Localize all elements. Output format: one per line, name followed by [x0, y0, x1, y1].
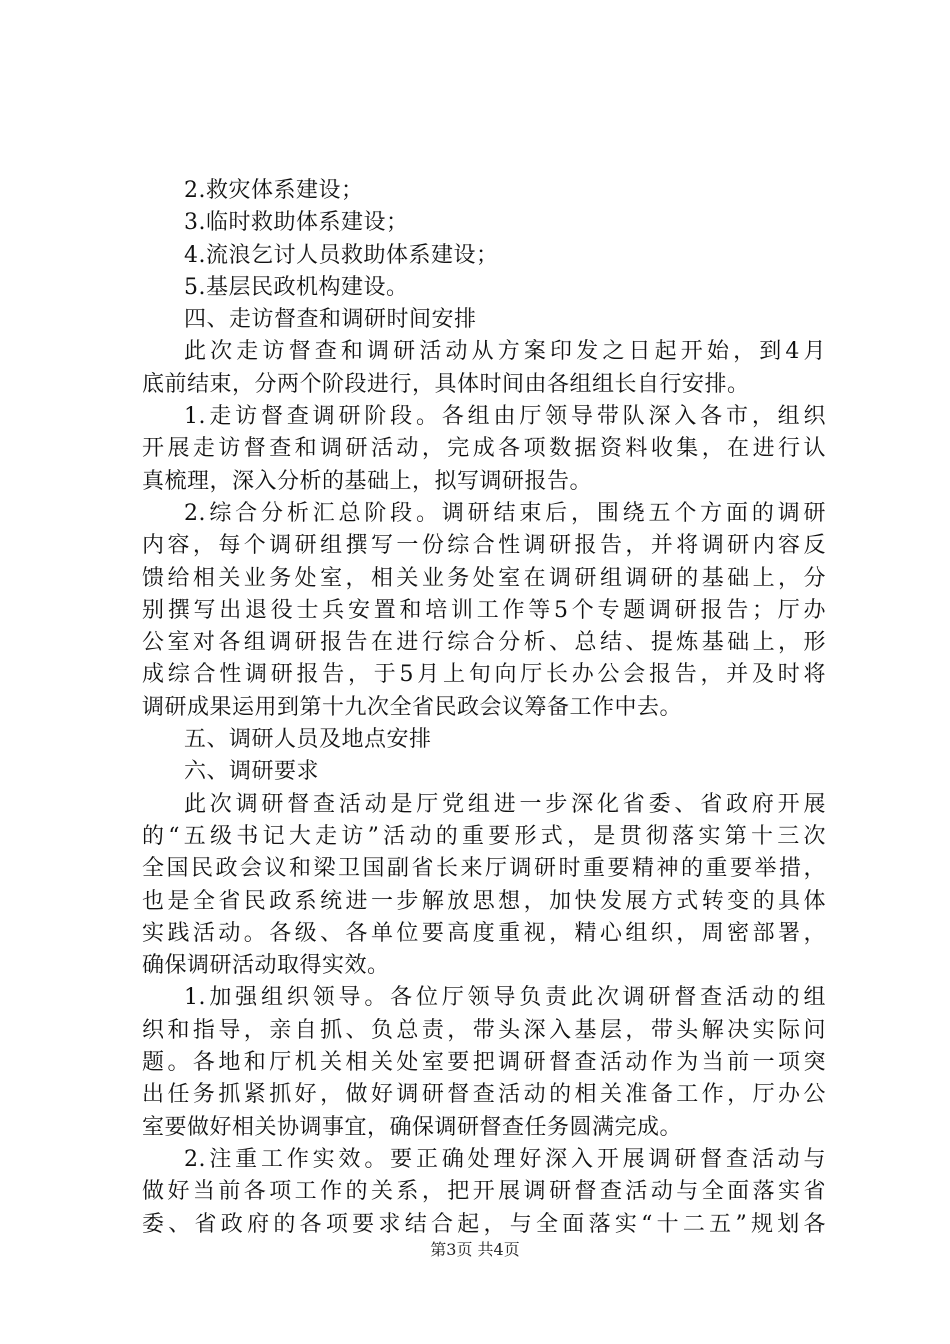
paragraph-line: 底前结束，分两个阶段进行，具体时间由各组组长自行安排。 [142, 371, 750, 397]
paragraph-line: 1.加强组织领导。各位厅领导负责此次调研督查活动的组 [184, 985, 826, 1011]
paragraph-line: 此次走访督查和调研活动从方案印发之日起开始，到4月 [184, 339, 826, 365]
paragraph-line: 的“五级书记大走访”活动的重要形式，是贯彻落实第十三次 [142, 823, 826, 849]
paragraph-line: 成综合性调研报告，于5月上旬向厅长办公会报告，并及时将 [142, 662, 826, 688]
paragraph-line: 公室对各组调研报告在进行综合分析、总结、提炼基础上，形 [142, 630, 826, 656]
paragraph-line: 题。各地和厅机关相关处室要把调研督查活动作为当前一项突 [142, 1050, 826, 1076]
paragraph-line: 馈给相关业务处室，相关业务处室在调研组调研的基础上，分 [142, 565, 826, 591]
paragraph-line: 2.注重工作实效。要正确处理好深入开展调研督查活动与 [184, 1146, 826, 1172]
paragraph-line: 开展走访督查和调研活动，完成各项数据资料收集，在进行认 [142, 436, 826, 462]
document-body [142, 175, 826, 1241]
paragraph-line: 也是全省民政系统进一步解放思想，加快发展方式转变的具体 [142, 888, 826, 914]
paragraph-line: 确保调研活动取得实效。 [142, 953, 390, 979]
list-item: 4.流浪乞讨人员救助体系建设； [184, 242, 499, 268]
paragraph-line: 织和指导，亲自抓、负总责，带头深入基层，带头解决实际问 [142, 1017, 826, 1043]
section-heading: 四、走访督查和调研时间安排 [184, 307, 477, 333]
page-number: 第3页 共4页 [430, 1240, 520, 1259]
list-item: 5.基层民政机构建设。 [184, 274, 409, 300]
paragraph-line: 出任务抓紧抓好，做好调研督查活动的相关准备工作，厅办公 [142, 1082, 826, 1108]
paragraph-line: 真梳理，深入分析的基础上，拟写调研报告。 [142, 468, 593, 494]
paragraph-line: 1.走访督查调研阶段。各组由厅领导带队深入各市，组织 [184, 404, 826, 430]
paragraph-line: 做好当前各项工作的关系，把开展调研督查活动与全面落实省 [142, 1179, 826, 1205]
paragraph-line: 别撰写出退役士兵安置和培训工作等5个专题调研报告；厅办 [142, 597, 826, 623]
list-item: 3.临时救助体系建设； [184, 210, 409, 236]
paragraph-line: 室要做好相关协调事宜，确保调研督查任务圆满完成。 [142, 1114, 683, 1140]
section-heading: 五、调研人员及地点安排 [184, 727, 432, 753]
paragraph-line: 全国民政会议和梁卫国副省长来厅调研时重要精神的重要举措， [142, 856, 826, 882]
paragraph-line: 此次调研督查活动是厅党组进一步深化省委、省政府开展 [184, 791, 826, 817]
paragraph-line: 委、省政府的各项要求结合起，与全面落实“十二五”规划各 [142, 1211, 826, 1237]
section-heading: 六、调研要求 [184, 759, 320, 785]
paragraph-line: 内容，每个调研组撰写一份综合性调研报告，并将调研内容反 [142, 533, 826, 559]
paragraph-line: 2.综合分析汇总阶段。调研结束后，围绕五个方面的调研 [184, 500, 826, 526]
paragraph-line: 调研成果运用到第十九次全省民政会议筹备工作中去。 [142, 694, 683, 720]
paragraph-line: 实践活动。各级、各单位要高度重视，精心组织，周密部署， [142, 920, 826, 946]
list-item: 2.救灾体系建设； [184, 178, 364, 203]
